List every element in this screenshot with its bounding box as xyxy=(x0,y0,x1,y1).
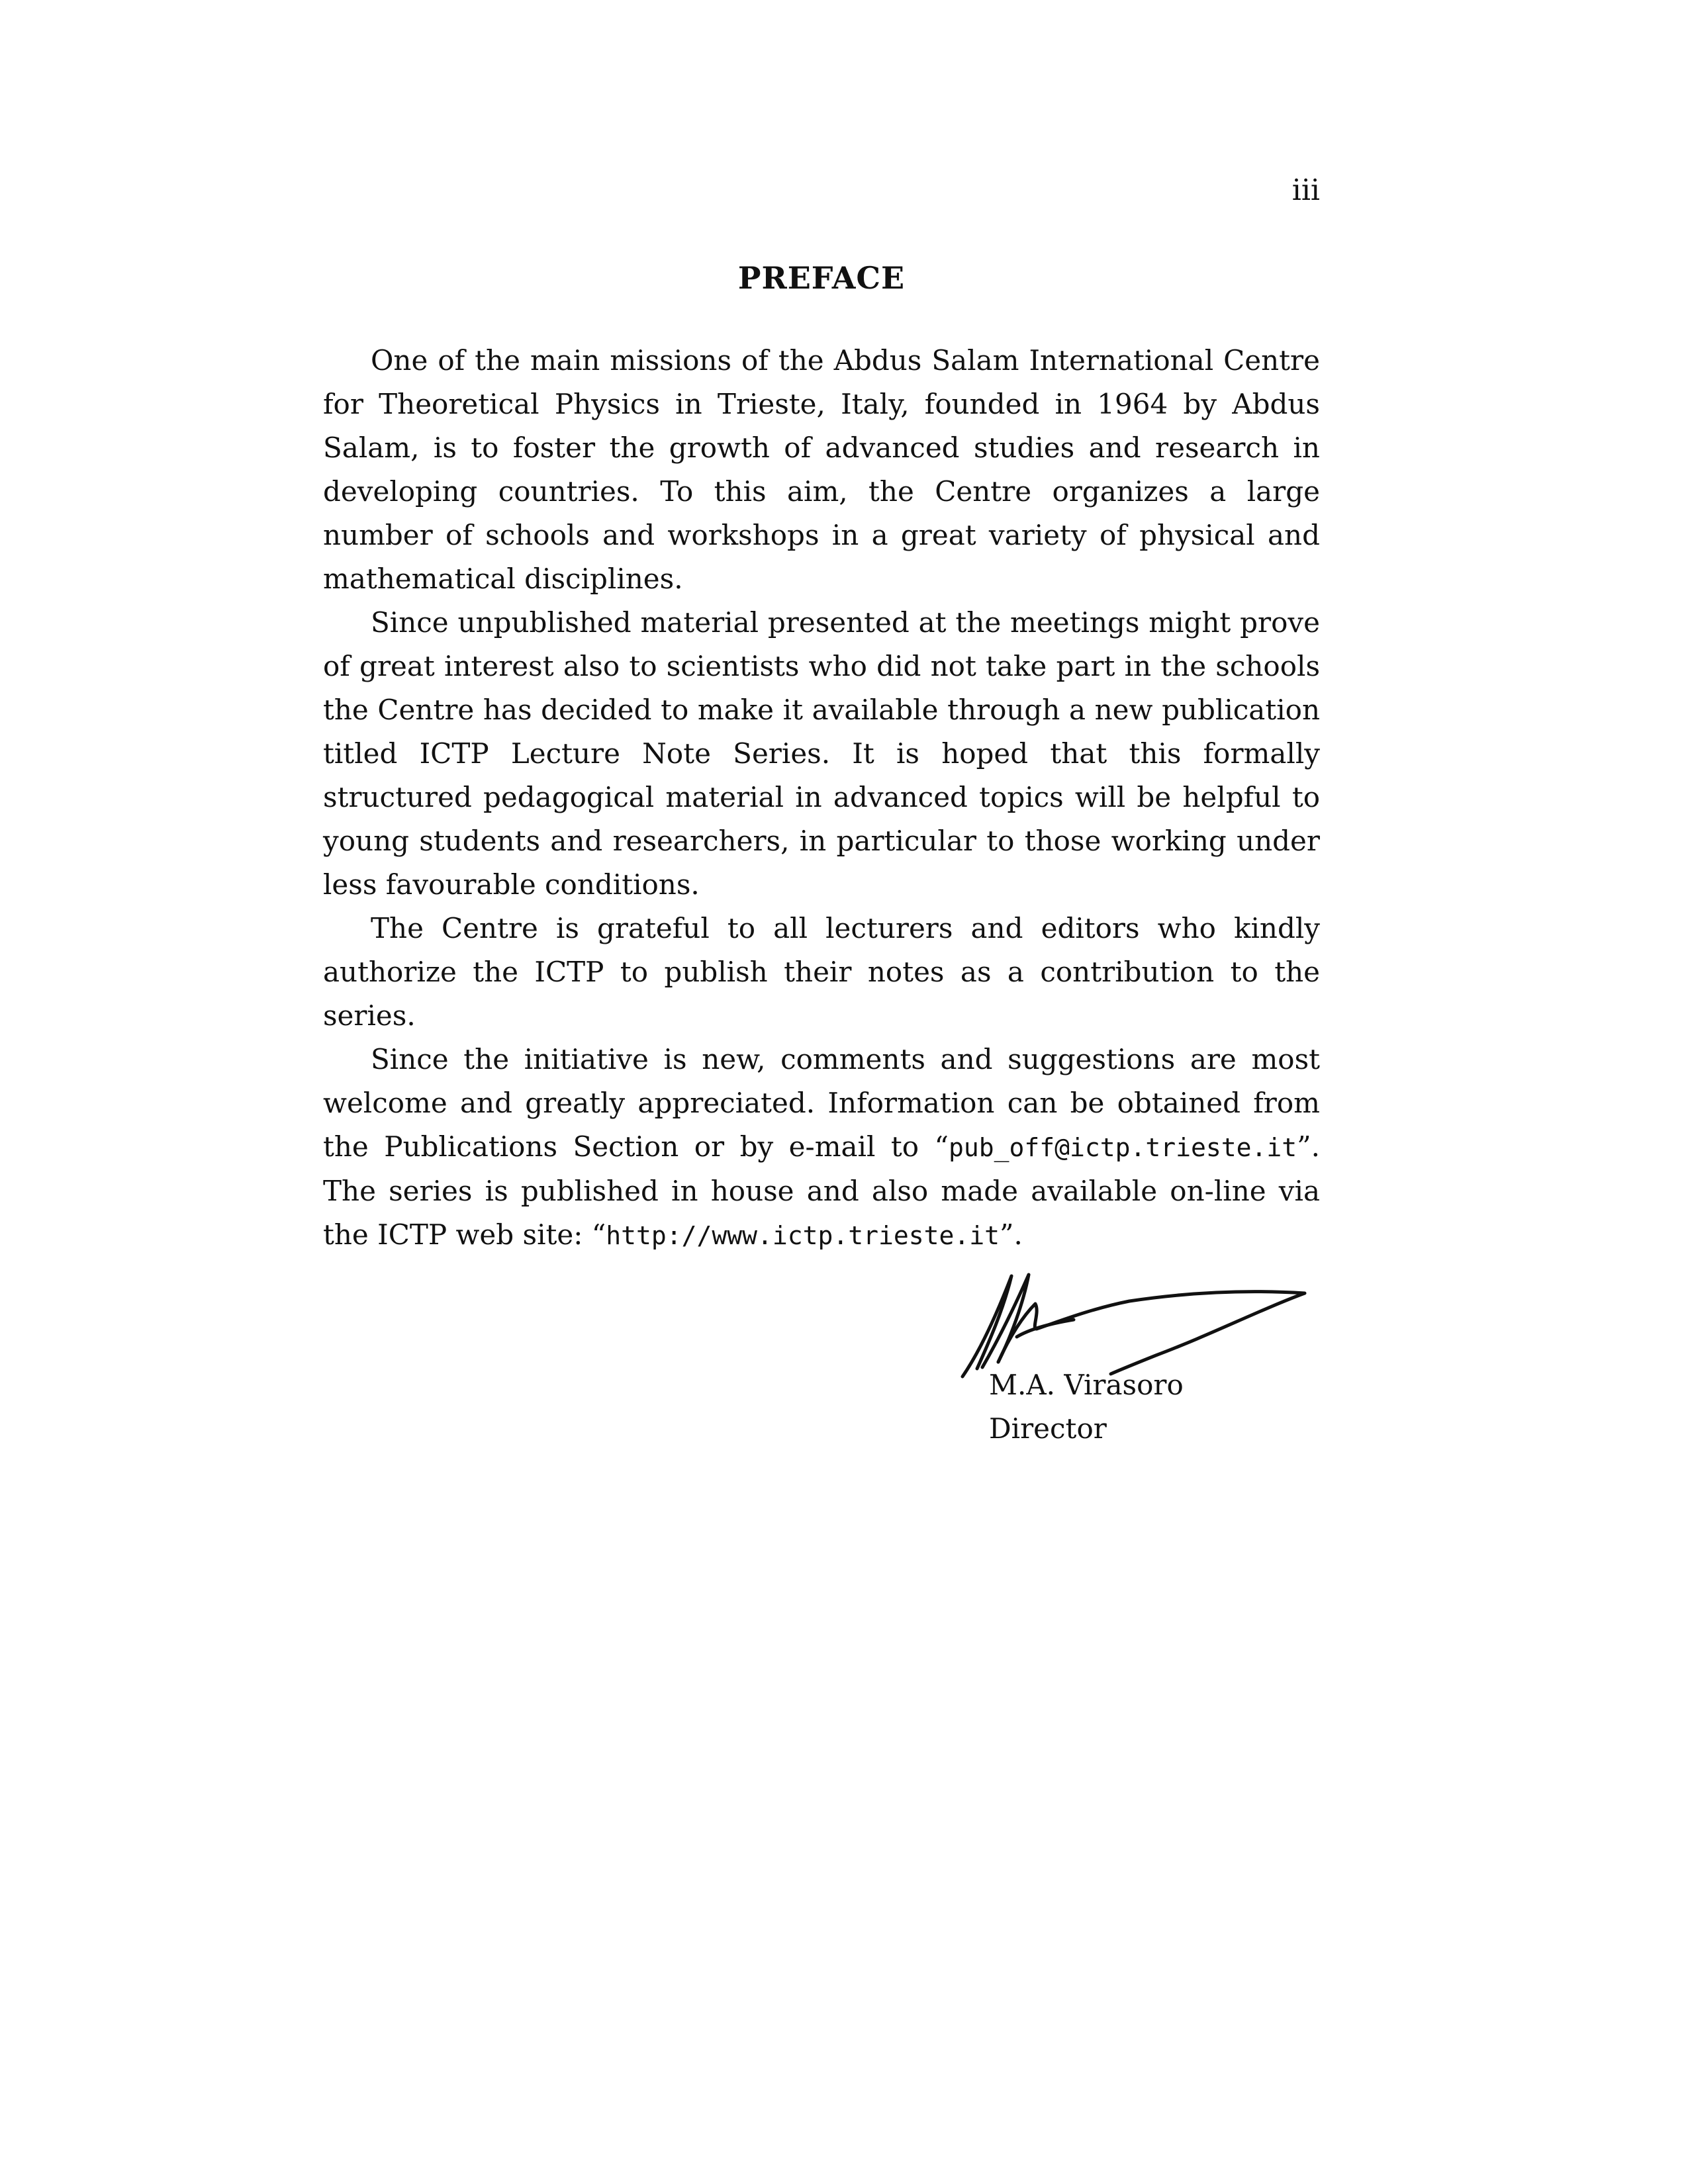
signer-name: M.A. Virasoro xyxy=(989,1369,1184,1401)
signer-block xyxy=(989,1363,1184,1451)
paragraph-2: Since unpublished material presented at the meetings might prove of great interest also to scientists who did not take part in the schools the Centre has decided to make it available through a new publication titled ICTP Lecture Note Series. It is hoped that this formally structured pedagogical material in advanced topics will be helpful to young students and researchers, in particular to those working under less favourable conditions. xyxy=(323,606,1320,901)
preface-body xyxy=(323,339,1320,1257)
page-title: PREFACE xyxy=(737,260,906,296)
paragraph-4-text-a: Since the initiative is new, comments and suggestions are most welcome and greatly appreciated. Information can be obtained from the Publications Section or by e-mail to “ xyxy=(323,1043,1320,1163)
page-number: iii xyxy=(1291,173,1320,207)
website-url: http://www.ictp.trieste.it xyxy=(606,1221,1000,1250)
paragraph-4-text-c: ”. xyxy=(1000,1218,1023,1251)
paragraph-1: One of the main missions of the Abdus Salam International Centre for Theoretical Physics in Trieste, Italy, founded in 1964 by Abdus Salam, is to foster the growth of advanced studies and research in developing countries. To this aim, the Centre organizes a large number of schools and workshops in a great variety of physical and mathematical disciplines. xyxy=(323,344,1320,595)
email-address: pub_off@ictp.trieste.it xyxy=(948,1133,1297,1162)
paragraph-4-text-b: ”. The series is published in house and also made available on-line via the ICTP web site: “ xyxy=(323,1130,1320,1251)
signer-role: Director xyxy=(989,1412,1107,1445)
paragraph-4 xyxy=(323,1038,1320,1257)
paragraph-3: The Centre is grateful to all lecturers and editors who kindly authorize the ICTP to publish their notes as a contribution to the series. xyxy=(323,912,1320,1032)
